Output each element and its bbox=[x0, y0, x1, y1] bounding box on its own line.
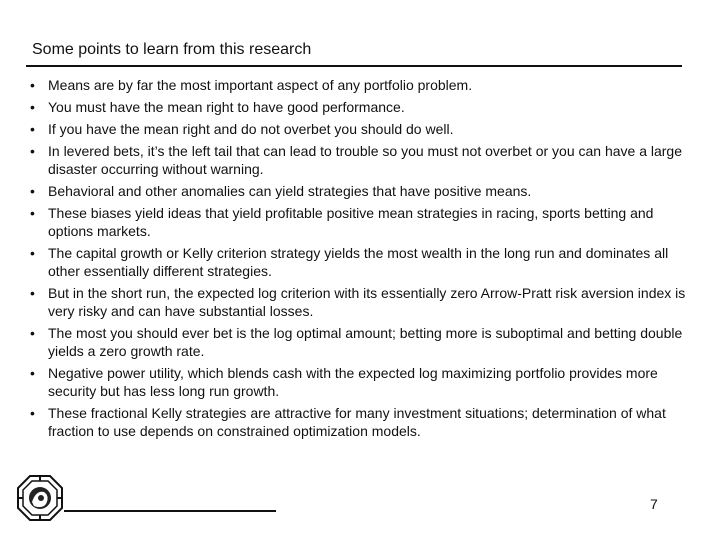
slide-title: Some points to learn from this research bbox=[32, 41, 312, 58]
bullet-item: • Means are by far the most important aspect of any portfolio problem. bbox=[30, 76, 690, 94]
bullet-item: • Negative power utility, which blends cash with the expected log maximizing portfolio provides more security but has less long run growth. bbox=[30, 364, 690, 400]
title-divider bbox=[26, 65, 682, 67]
bullet-item: • You must have the mean right to have good performance. bbox=[30, 98, 690, 116]
bullet-item: • Behavioral and other anomalies can yield strategies that have positive means. bbox=[30, 182, 690, 200]
page-number: 7 bbox=[650, 496, 658, 512]
bullet-list bbox=[30, 76, 690, 444]
bullet-item: • The most you should ever bet is the log optimal amount; betting more is suboptimal and betting double yields a zero growth rate. bbox=[30, 324, 690, 360]
octagon-emblem-icon bbox=[16, 474, 64, 522]
bullet-item: • But in the short run, the expected log criterion with its essentially zero Arrow-Pratt risk aversion index is very risky and can have substantial losses. bbox=[30, 284, 690, 320]
bullet-item: • These biases yield ideas that yield profitable positive mean strategies in racing, sports betting and options markets. bbox=[30, 204, 690, 240]
bullet-item: • In levered bets, it’s the left tail that can lead to trouble so you must not overbet or you can have a large disaster occurring without warning. bbox=[30, 142, 690, 178]
footer-divider bbox=[64, 510, 276, 512]
bullet-item: • These fractional Kelly strategies are attractive for many investment situations; determination of what fraction to use depends on constrained optimization models. bbox=[30, 404, 690, 440]
bullet-item: • If you have the mean right and do not overbet you should do well. bbox=[30, 120, 690, 138]
bullet-item: • The capital growth or Kelly criterion strategy yields the most wealth in the long run and dominates all other essentially different strategies. bbox=[30, 244, 690, 280]
